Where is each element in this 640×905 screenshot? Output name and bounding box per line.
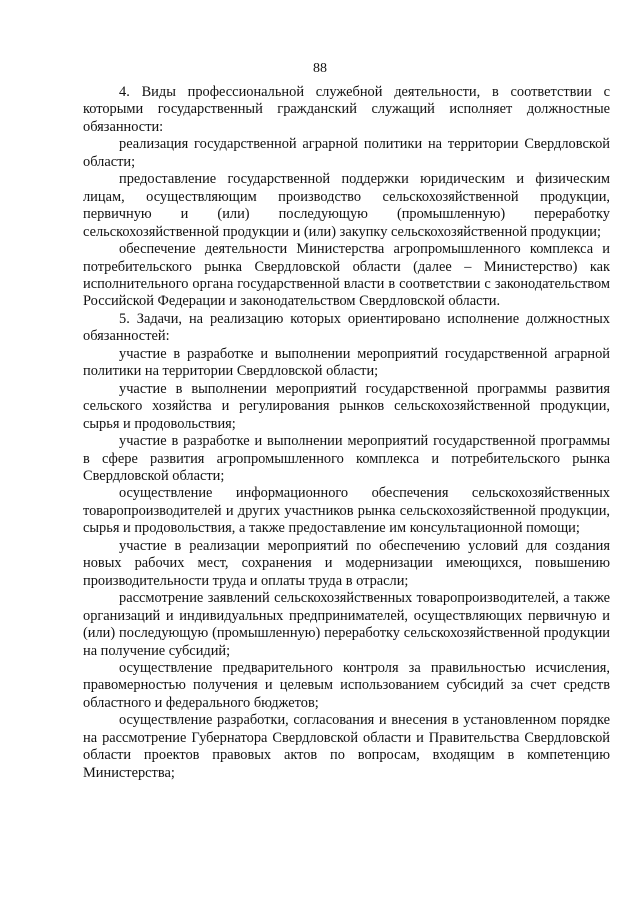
list-item: реализация государственной аграрной политики на территории Свердловской области;: [83, 136, 610, 170]
page-number: 88: [313, 61, 327, 76]
list-item: участие в реализации мероприятий по обеспечению условий для создания новых рабочих мест, сохранения и модернизации имеющихся, повышению производительности труда и оплаты труда в отрасли;: [83, 537, 610, 589]
list-item: участие в разработке и выполнении мероприятий государственной аграрной политики на территории Свердловской области;: [83, 345, 610, 380]
list-item: участие в выполнении мероприятий государственной программы развития сельского хозяйства и регулирования рынков сельскохозяйственной продукции, сырья и продовольствия;: [83, 380, 610, 432]
list-item: рассмотрение заявлений сельскохозяйственных товаропроизводителей, а также организаций и индивидуальных предпринимателей, осуществляющих первичную и (или) последующую (промышленную) переработку сельскохозяйственной продукции на получение субсидий;: [83, 590, 610, 659]
list-item: осуществление информационного обеспечения сельскохозяйственных товаропроизводителей и других участников рынка сельскохозяйственной продукции, сырья и продовольствия, а также предоставление им консультационной помощи;: [83, 485, 610, 537]
section-5-heading: 5. Задачи, на реализацию которых ориентировано исполнение должностных обязанностей:: [83, 310, 610, 345]
list-item: участие в разработке и выполнении мероприятий государственной программы в сфере развития агропромышленного комплекса и потребительского рынка Свердловской области;: [83, 433, 610, 484]
section-4-heading: 4. Виды профессиональной служебной деятельности, в соответствии с которыми государственный гражданский служащий исполняет должностные обязанности:: [83, 84, 610, 135]
list-item: предоставление государственной поддержки юридическим и физическим лицам, осуществляющим производство сельскохозяйственной продукции, первичную и (или) последующую (промышленную) переработку сельскохозяйственной продукции и (или) закупку сельскохозяйственной продукции;: [83, 171, 610, 240]
list-item: обеспечение деятельности Министерства агропромышленного комплекса и потребительского рынка Свердловской области (далее – Министерство) как исполнительного органа государственной власти в соответствии с законодательством Российской Федерации и законодательством Свердловской области.: [83, 241, 610, 310]
list-item: осуществление предварительного контроля за правильностью исчисления, правомерностью получения и целевым использованием субсидий за счет средств областного и федерального бюджетов;: [83, 659, 610, 711]
document-body: [83, 84, 610, 782]
list-item: осуществление разработки, согласования и внесения в установленном порядке на рассмотрение Губернатора Свердловской области и Правительства Свердловской области проектов правовых актов по вопросам, входящим в компетенцию Министерства;: [83, 712, 610, 781]
